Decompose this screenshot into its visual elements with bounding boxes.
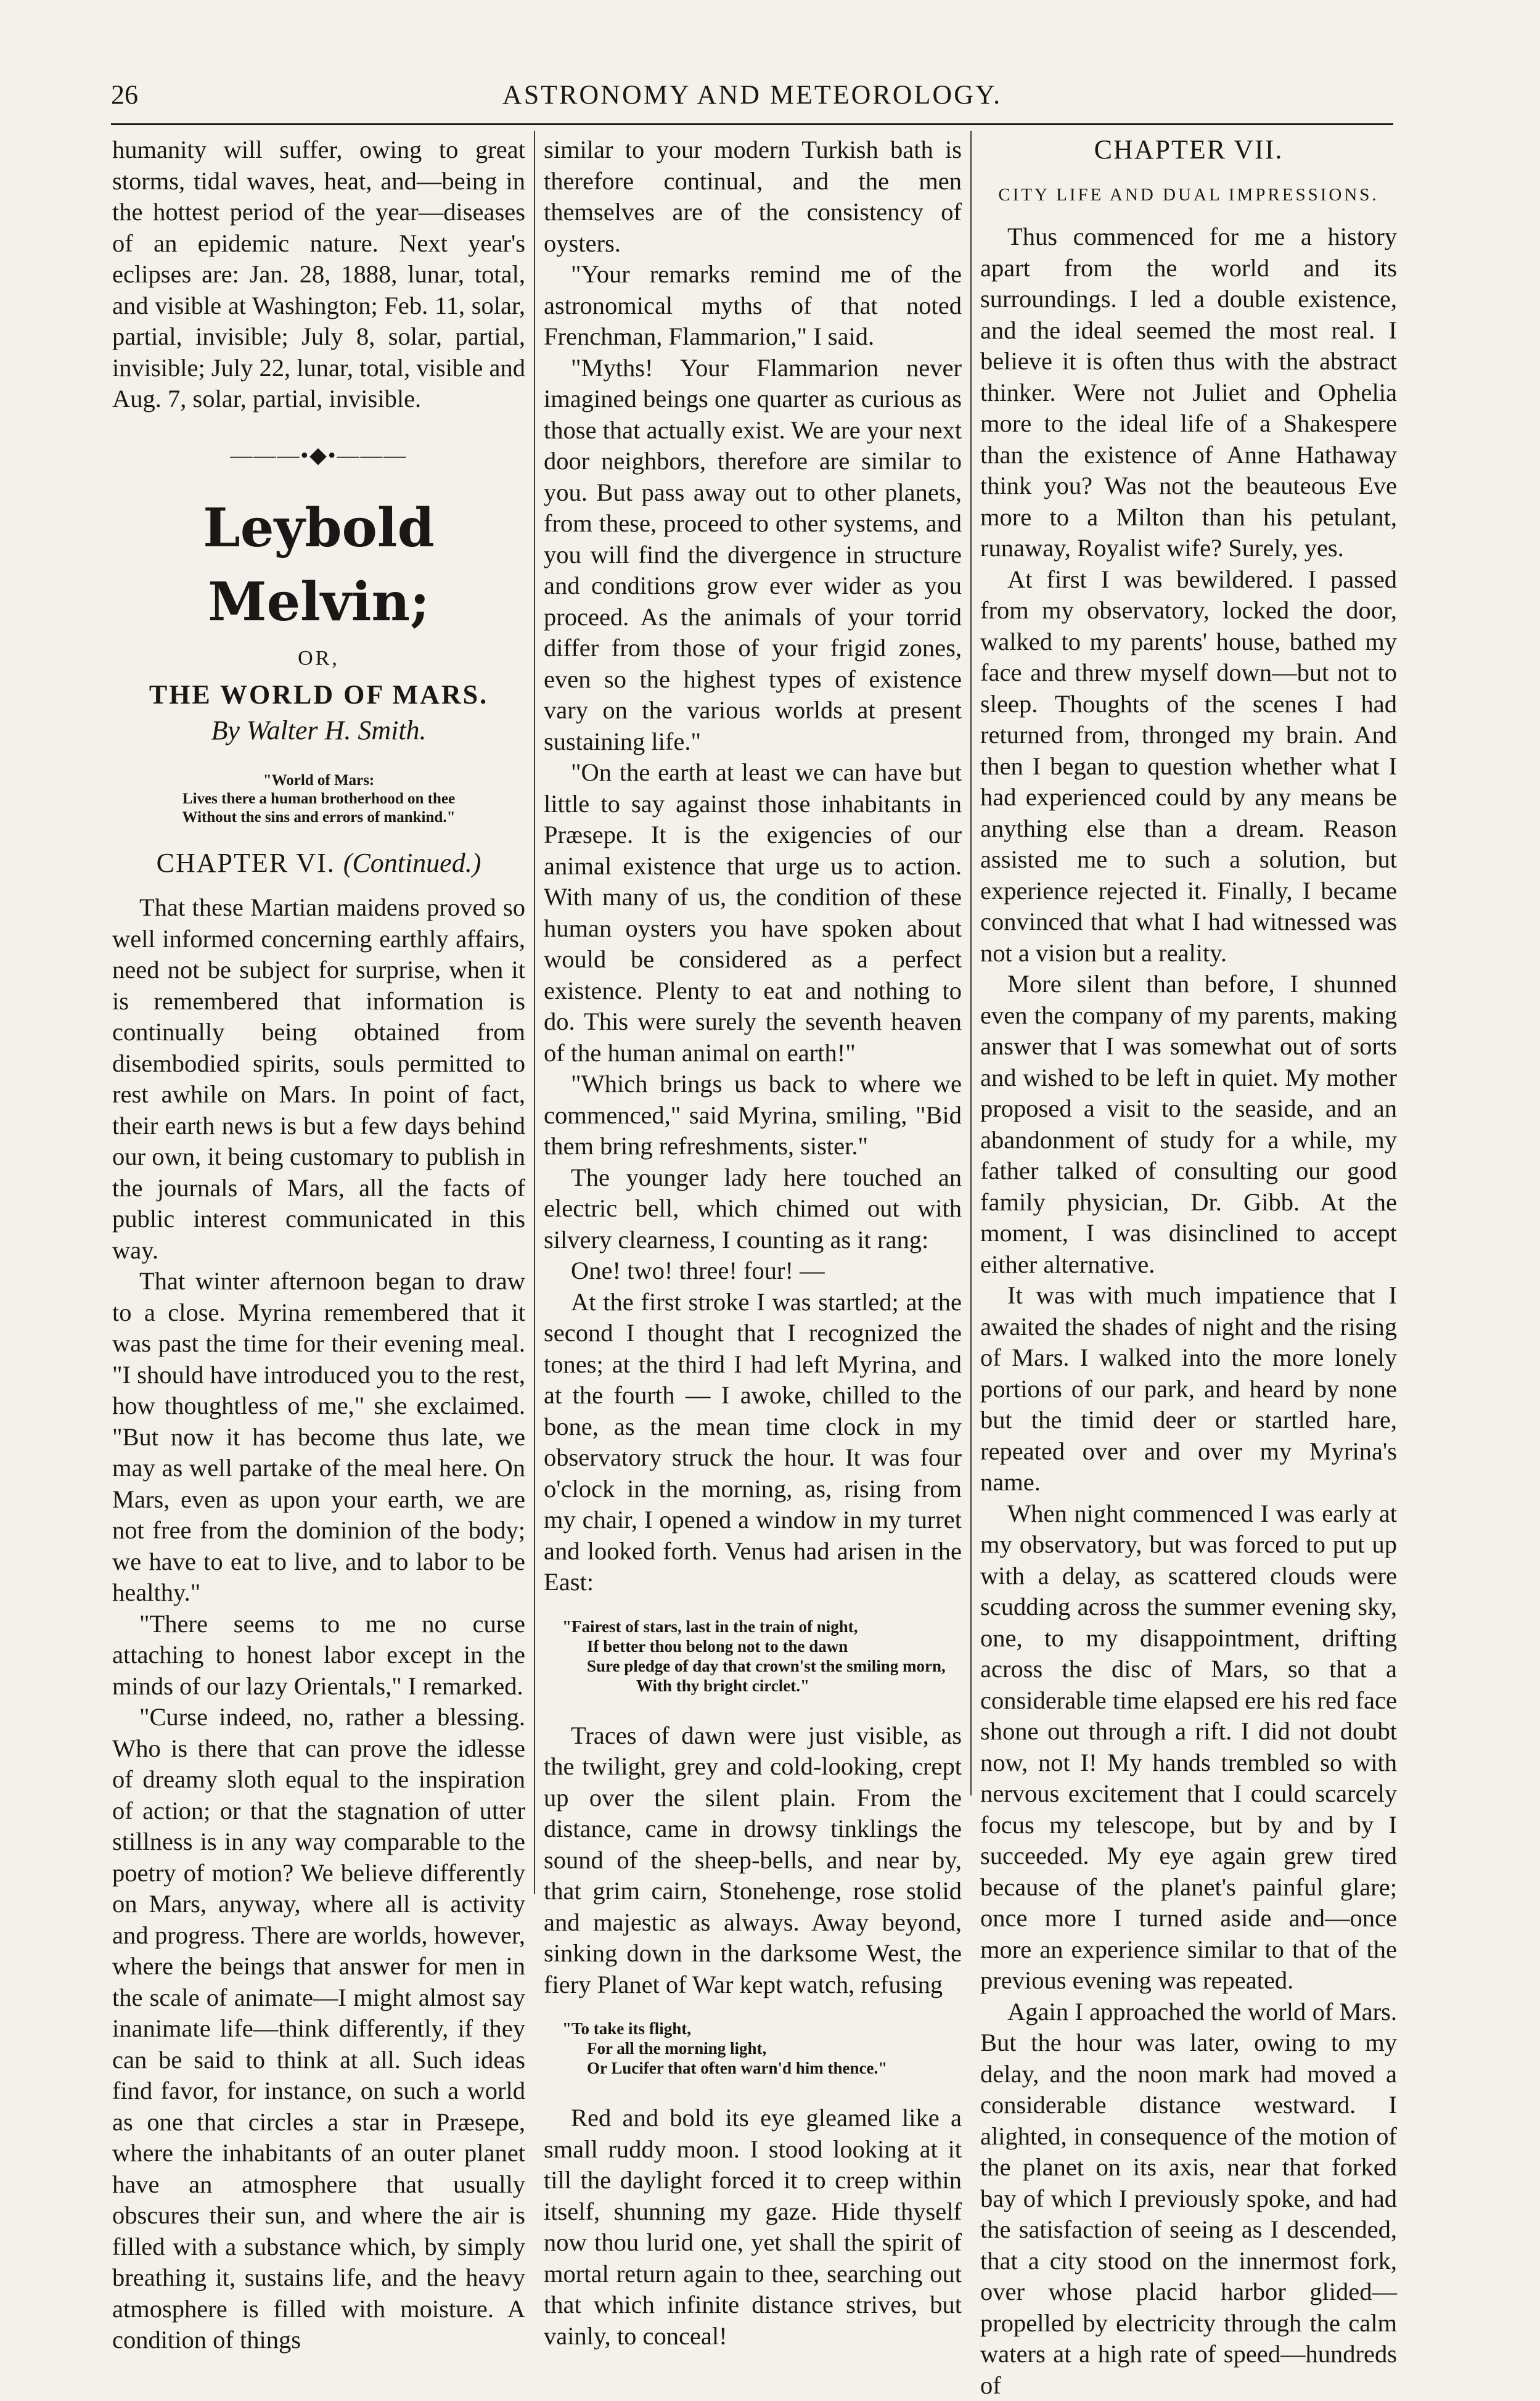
verse-line: "To take its flight,	[562, 2019, 962, 2038]
chapter-number: CHAPTER VI.	[157, 848, 335, 878]
paragraph: humanity will suffer, owing to great storms, tidal waves, heat, and—being in the hottest period of the year—diseases of an epidemic nature. Next year's eclipses are: Jan. 28, 1888, lunar, total, and visible at Washington; Feb. 11, solar, partial, invisible; July 8, solar, partial, invisible; July 22, lunar, total, visible and Aug. 7, solar, partial, invisible.	[112, 134, 525, 415]
paragraph: Again I approached the world of Mars. But the hour was later, owing to my delay, and the noon mark had moved a considerable distance westward. I alighted, in consequence of the motion of the planet on its axis, near that forked bay of which I previously spoke, and had the satisfaction of seeing as I descended, that a city stood on the innermost fork, over whose placid harbor glided—propelled by electricity through the calm waters at a high rate of speed—hundreds of	[980, 1997, 1397, 2401]
or-line: OR,	[112, 643, 525, 675]
verse-quote	[562, 2019, 962, 2078]
paragraph: Red and bold its eye gleamed like a small ruddy moon. I stood looking at it till the daylight forced it to creep within itself, shunning my gaze. Hide thyself now thou lurid one, yet shall the spirit of mortal return again to thee, searching out that which infinite distance strives, but vainly, to conceal!	[544, 2103, 962, 2352]
epigraph-line: "World of Mars:	[125, 771, 513, 790]
chapter-continued: (Continued.)	[343, 848, 481, 878]
paragraph: "Your remarks remind me of the astronomical myths of that noted Frenchman, Flammarion," I said.	[544, 259, 962, 353]
story-subtitle: THE WORLD OF MARS.	[112, 679, 525, 711]
paragraph: "There seems to me no curse attaching to honest labor except in the minds of our lazy Orientals," I remarked.	[112, 1609, 525, 1702]
page-number: 26	[111, 79, 138, 110]
verse-line: Sure pledge of day that crown'st the smiling morn,	[562, 1656, 962, 1676]
chapter-heading	[112, 848, 525, 879]
column-1	[112, 134, 525, 2034]
verse-line: With thy bright circlet."	[562, 1676, 962, 1696]
paragraph: "Myths! Your Flammarion never imagined beings one quarter as curious as those that actually exist. We are your next door neighbors, therefore are similar to you. But pass away out to other planets, from these, proceed to other systems, and you will find the divergence in structure and conditions grow ever wider as you proceed. As the animals of your torrid differ from those of your frigid zones, even so the highest types of existence vary on the various worlds at present sustaining life."	[544, 353, 962, 758]
paragraph: Thus commenced for me a history apart from the world and its surroundings. I led a double existence, and the ideal seemed the most real. I believe it is often thus with the abstract thinker. Were not Juliet and Ophelia more to the ideal life of a Shakespere than the existence of Anne Hathaway think you? Was not the beauteous Eve more to a Milton than his petulant, runaway, Royalist wife? Surely, yes.	[980, 221, 1397, 564]
running-title: ASTRONOMY AND METEOROLOGY.	[111, 79, 1393, 110]
paragraph: That winter afternoon began to draw to a close. Myrina remembered that it was past the time for their evening meal. "I should have introduced you to the rest, how thoughtless of me," she exclaimed. "But now it has become thus late, we may as well partake of the meal here. On Mars, even as upon your earth, we are not free from the dominion of the body; we have to eat to live, and to labor to be healthy."	[112, 1266, 525, 1609]
paragraph: One! two! three! four! —	[544, 1255, 962, 1287]
paragraph: similar to your modern Turkish bath is therefore continual, and the men themselves are of the consistency of oysters.	[544, 134, 962, 259]
verse-line: If better thou belong not to the dawn	[562, 1636, 962, 1656]
paragraph: It was with much impatience that I awaited the shades of night and the rising of Mars. I walked into the more lonely portions of our park, and heard by none but the timid deer or startled hare, repeated over and over my Myrina's name.	[980, 1280, 1397, 1498]
byline: By Walter H. Smith.	[112, 715, 525, 747]
paragraph: The younger lady here touched an electric bell, which chimed out with silvery clearness, I counting as it rang:	[544, 1162, 962, 1256]
epigraph-line: Without the sins and errors of mankind."	[125, 808, 513, 827]
column-2	[544, 134, 962, 2034]
epigraph	[125, 771, 513, 827]
paragraph: That these Martian maidens proved so well informed concerning earthly affairs, need not be subject for surprise, when it is remembered that information is continually being obtained from disembodied spirits, souls permitted to rest awhile on Mars. In point of fact, their earth news is but a few days behind our own, it being customary to publish in the journals of Mars, all the facts of public interest communicated in this way.	[112, 892, 525, 1266]
paragraph: "Which brings us back to where we commenced," said Myrina, smiling, "Bid them bring refreshments, sister."	[544, 1069, 962, 1162]
paragraph: More silent than before, I shunned even the company of my parents, making answer that I was somewhat out of sorts and wished to be left in quiet. My mother proposed a visit to the seaside, and an abandonment of study for a while, my father talked of consulting our good family physician, Dr. Gibb. At the moment, I was disinclined to accept either alternative.	[980, 969, 1397, 1280]
paragraph: At the first stroke I was startled; at the second I thought that I recognized the tones; at the third I had left Myrina, and at the fourth — I awoke, chilled to the bone, as the mean time clock in my observatory struck the hour. It was four o'clock in the morning, as, rising from my chair, I opened a window in my turret and looked forth. Venus had arisen in the East:	[544, 1287, 962, 1598]
page-header	[111, 79, 1393, 122]
verse-line: "Fairest of stars, last in the train of night,	[562, 1617, 962, 1636]
paragraph: "On the earth at least we can have but little to say against those inhabitants in Præsepe. It is the exigencies of our animal existence that urge us to action. With many of us, the condition of these human oysters you have spoken about would be considered as a perfect existence. Plenty to eat and nothing to do. This were surely the seventh heaven of the human animal on earth!"	[544, 757, 962, 1069]
verse-quote	[562, 1617, 962, 1696]
header-rule	[111, 123, 1393, 125]
paragraph: At first I was bewildered. I passed from my observatory, locked the door, walked to my parents' house, bathed my face and threw myself down—but not to sleep. Thoughts of the scenes I had returned from, thronged my brain. And then I began to question whether what I had experienced could by any means be anything else than a dream. Reason assisted me to such a solution, but experience rejected it. Finally, I became convinced that what I had witnessed was not a vision but a reality.	[980, 564, 1397, 969]
ornament-divider: ———•◆•———	[112, 440, 525, 471]
column-divider-left	[534, 131, 535, 1894]
chapter-heading: CHAPTER VII.	[980, 134, 1397, 166]
column-divider-right	[970, 131, 972, 1796]
paragraph: Traces of dawn were just visible, as the twilight, grey and cold-looking, crept up over the silent plain. From the distance, came in drowsy tinklings the sound of the sheep-bells, and near by, that grim cairn, Stonehenge, rose stolid and majestic as always. Away beyond, sinking down in the darksome West, the fiery Planet of War kept watch, refusing	[544, 1720, 962, 2001]
epigraph-line: Lives there a human brotherhood on thee	[125, 790, 513, 808]
verse-line: For all the morning light,	[562, 2038, 962, 2058]
paragraph: When night commenced I was early at my observatory, but was forced to put up with a delay, as scattered clouds were scudding across the summer evening sky, one, to my disappointment, drifting across the disc of Mars, so that a considerable time elapsed ere his red face shone out through a rift. I did not doubt now, not I! My hands trembled so with nervous excitement that I could scarcely focus my telescope, but by and by I succeeded. My eye again grew tired because of the planet's painful glare; once more I turned aside and—once more an experience similar to that of the previous evening was repeated.	[980, 1498, 1397, 1997]
story-title: Leybold Melvin;	[112, 491, 525, 639]
paragraph: "Curse indeed, no, rather a blessing. Who is there that can prove the idlesse of dreamy sloth equal to the inspiration of action; or that the stagnation of utter stillness is in any way comparable to the poetry of motion? We believe differently on Mars, anyway, where all is activity and progress. There are worlds, however, where the beings that answer for men in the scale of animate—I might almost say inanimate life—think differently, if they can be said to think at all. Such ideas find favor, for instance, on such a world as one that circles a star in Præsepe, where the inhabitants of an outer planet have an atmosphere that usually obscures their sun, and where the air is filled with a substance which, by simply breathing it, sustains life, and the heavy atmosphere is filled with moisture. A condition of things	[112, 1702, 525, 2356]
column-3	[980, 134, 1397, 2034]
chapter-subheading: CITY LIFE AND DUAL IMPRESSIONS.	[980, 179, 1397, 211]
verse-line: Or Lucifer that often warn'd him thence."	[562, 2058, 962, 2078]
